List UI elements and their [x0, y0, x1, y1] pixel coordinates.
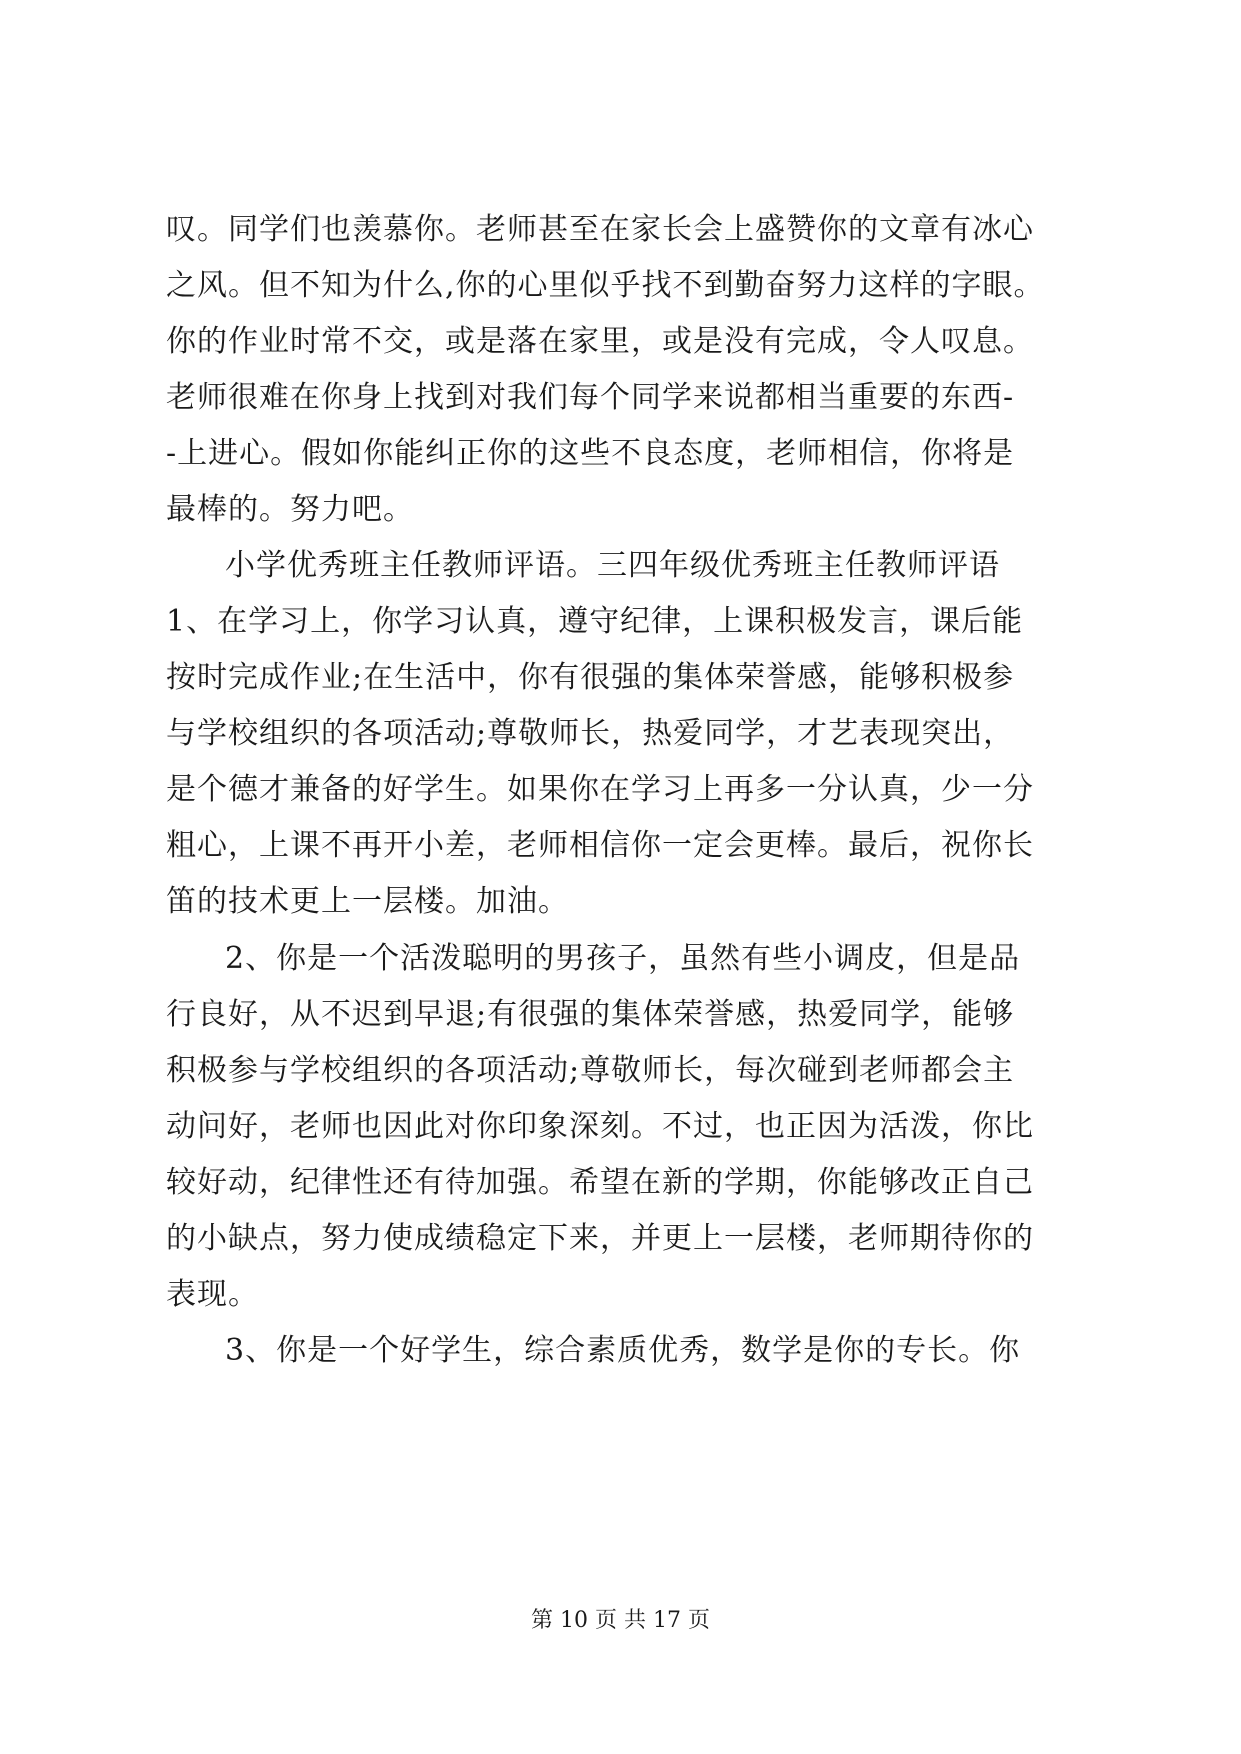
text-line: 是个德才兼备的好学生。如果你在学习上再多一分认真，少一分: [166, 772, 1034, 807]
text-line: 笛的技术更上一层楼。加油。: [166, 884, 569, 919]
text-line: 与学校组织的各项活动;尊敬师长，热爱同学，才艺表现突出，: [166, 716, 1015, 751]
text-line: 你的作业时常不交，或是落在家里，或是没有完成，令人叹息。: [166, 324, 1034, 359]
text-line: 之风。但不知为什么,你的心里似乎找不到勤奋努力这样的字眼。: [166, 268, 1045, 303]
text-line: 粗心，上课不再开小差，老师相信你一定会更棒。最后，祝你长: [166, 828, 1034, 863]
text-line: 1、在学习上，你学习认真，遵守纪律，上课积极发言，课后能: [166, 604, 1024, 639]
section-heading: 小学优秀班主任教师评语。三四年级优秀班主任教师评语: [225, 548, 1000, 583]
text-line: 老师很难在你身上找到对我们每个同学来说都相当重要的东西-: [166, 380, 1015, 415]
text-line: 2、你是一个活泼聪明的男孩子，虽然有些小调皮，但是品: [225, 941, 1021, 976]
text-line: 3、你是一个好学生，综合素质优秀，数学是你的专长。你: [225, 1333, 1021, 1368]
page-number-footer: 第 10 页 共 17 页: [531, 1608, 710, 1633]
text-line: -上进心。假如你能纠正你的这些不良态度，老师相信，你将是: [166, 436, 1015, 471]
text-line: 动问好，老师也因此对你印象深刻。不过，也正因为活泼，你比: [166, 1109, 1034, 1144]
text-line: 积极参与学校组织的各项活动;尊敬师长，每次碰到老师都会主: [166, 1053, 1015, 1088]
text-line: 表现。: [166, 1277, 259, 1312]
text-line: 叹。同学们也羡慕你。老师甚至在家长会上盛赞你的文章有冰心: [166, 212, 1034, 247]
text-line: 按时完成作业;在生活中，你有很强的集体荣誉感，能够积极参: [166, 660, 1015, 695]
text-line: 较好动，纪律性还有待加强。希望在新的学期，你能够改正自己: [166, 1165, 1034, 1200]
text-line: 最棒的。努力吧。: [166, 492, 414, 527]
text-line: 的小缺点，努力使成绩稳定下来，并更上一层楼，老师期待你的: [166, 1221, 1034, 1256]
text-line: 行良好，从不迟到早退;有很强的集体荣誉感，热爱同学，能够: [166, 997, 1015, 1032]
